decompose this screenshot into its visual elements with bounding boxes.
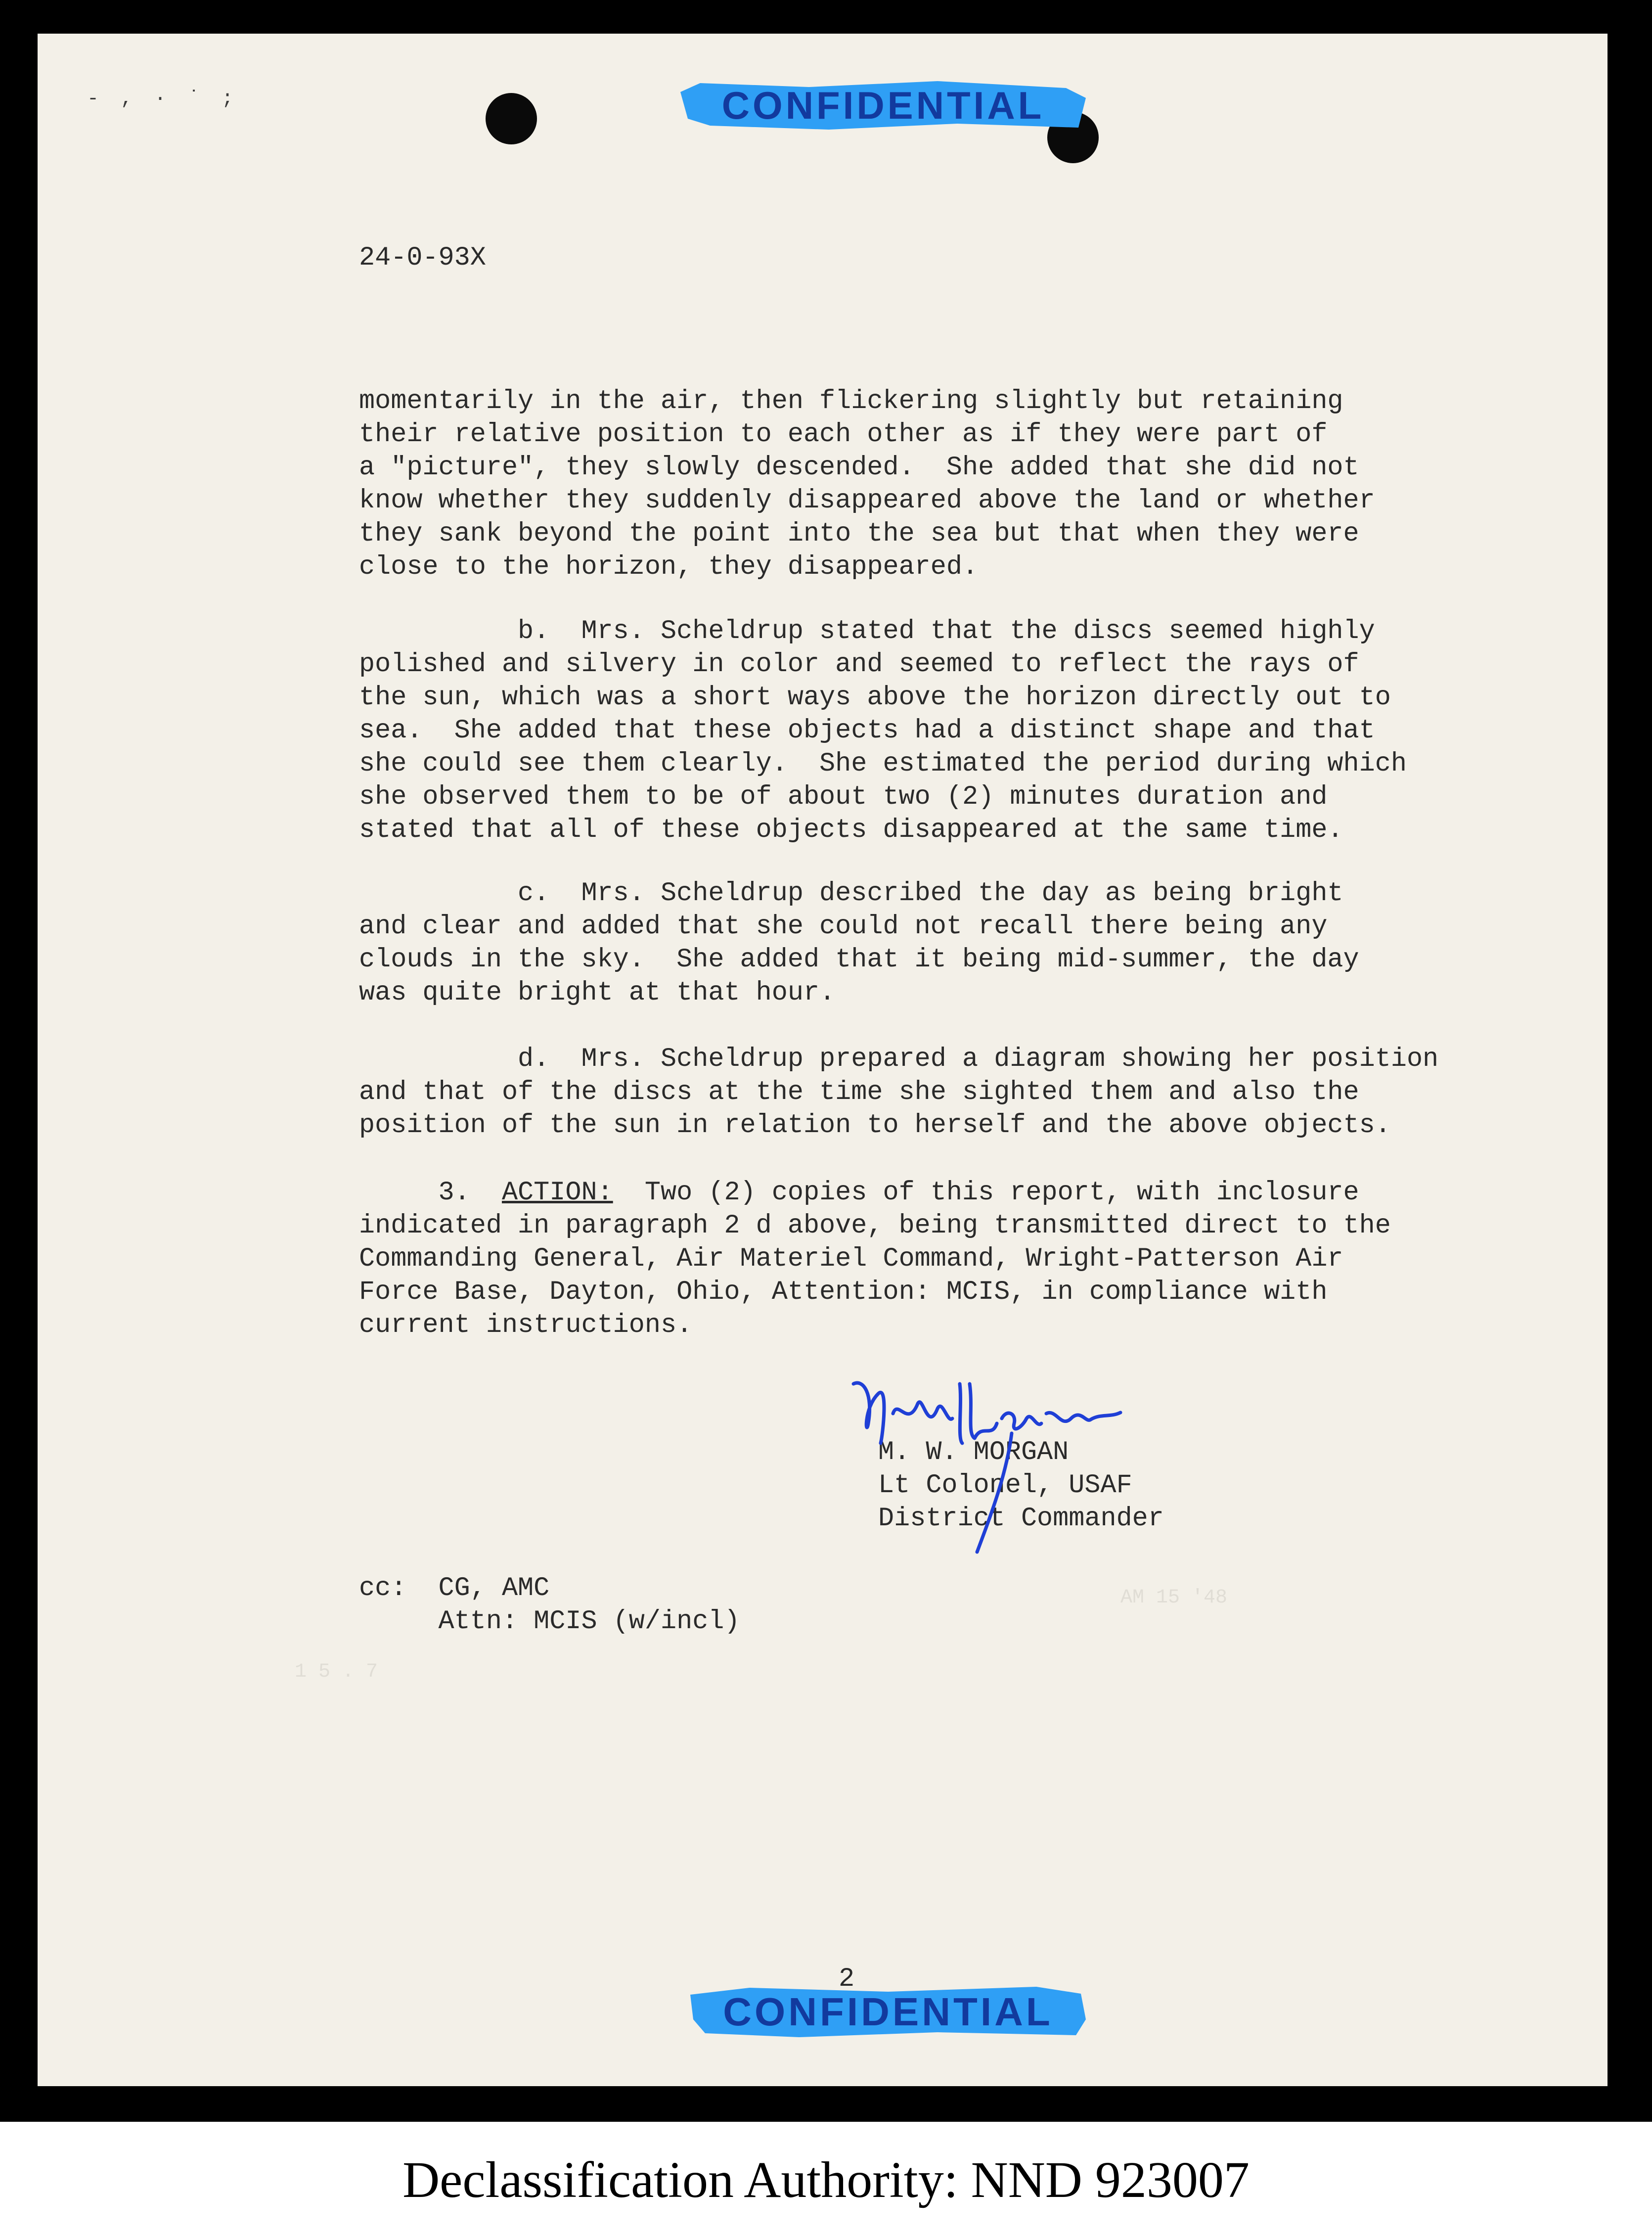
faint-bleed-through: AM 15 '48 — [1120, 1587, 1228, 1609]
confidential-stamp-bottom: CONFIDENTIAL — [690, 1985, 1086, 2039]
confidential-stamp-top: CONFIDENTIAL — [680, 78, 1086, 133]
cc-block: cc: CG, AMC Attn: MCIS (w/incl) — [359, 1573, 740, 1637]
punch-hole-left — [486, 93, 537, 144]
document-page — [38, 34, 1607, 2086]
faint-bleed-through: 1 5 . 7 — [295, 1661, 378, 1683]
paragraph-d: d. Mrs. Scheldrup prepared a diagram showing her position and that of the discs at the time she sighted them and also the position of the sun in relation to herself and the above objects. — [359, 1044, 1439, 1141]
declassification-footer: Declassification Authority: NND 923007 — [402, 2151, 1250, 2208]
action-label: ACTION: — [501, 1178, 613, 1208]
action-text: Two (2) copies of this report, with inclosure indicated in paragraph 2 d above, being transmitted direct to the Commanding General, Air Materiel Command, Wright-Patterson Air Force Base, Dayton, Ohio, Attention: MCIS, in compliance with current instructions. — [359, 1178, 1391, 1340]
paragraph-c: c. Mrs. Scheldrup described the day as being bright and clear and added that she could not recall there being any clouds in the sky. She added that it being mid-summer, the day was quite bright at that hour. — [359, 878, 1359, 1008]
signature-block: M. W. MORGAN Lt Colonel, USAF District Commander — [878, 1437, 1164, 1534]
page-number: 2 — [839, 1964, 855, 1994]
paragraph-continuation: momentarily in the air, then flickering slightly but retaining their relative position to each other as if they were part of a "picture", they slowly descended. She added that she did not know whether they suddenly disappeared above the land or whether they sank beyond the point into the sea but that when they were close to the horizon, they disappeared. — [359, 386, 1375, 582]
file-number: 24-0-93X — [359, 243, 486, 273]
action-number: 3. — [359, 1178, 502, 1208]
paragraph-b: b. Mrs. Scheldrup stated that the discs seemed highly polished and silvery in color and seemed to reflect the rays of the sun, which was a short ways above the horizon directly out to sea. She added that these objects had a distinct shape and that she could see them clearly. She estimated the period during which she observed them to be of about two (2) minutes duration and stated that all of these objects disappeared at the same time. — [359, 616, 1407, 845]
handwritten-signature — [844, 1364, 1200, 1562]
paragraph-action — [359, 1176, 1391, 1342]
corner-marks: - , · ˙ ; — [87, 88, 239, 110]
